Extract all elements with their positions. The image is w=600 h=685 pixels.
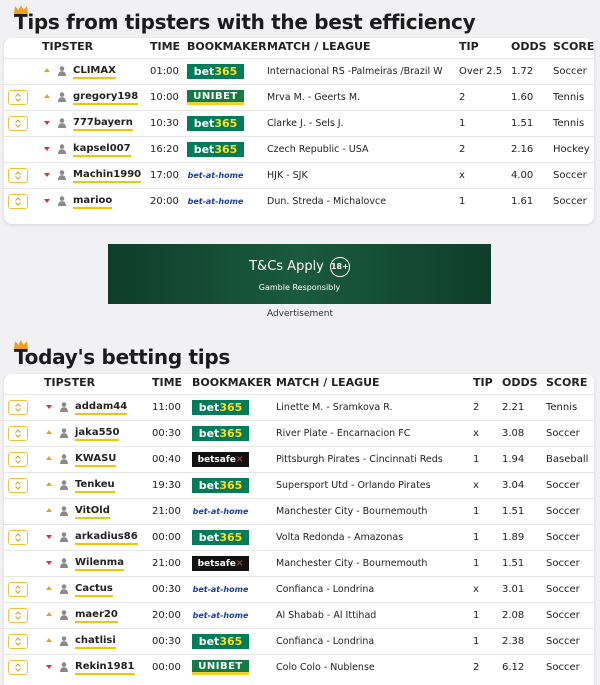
match-time: 20:00 — [152, 610, 181, 621]
sport-score: Soccer — [553, 170, 587, 181]
trend-down-icon — [44, 173, 50, 177]
match-time: 21:00 — [152, 506, 181, 517]
odds-value: 1.61 — [511, 196, 534, 207]
trend-up-icon — [46, 508, 52, 512]
sport-score: Soccer — [546, 428, 580, 439]
odds-value: 1.89 — [502, 532, 525, 543]
tip-value: 1 — [473, 636, 480, 647]
user-icon — [60, 610, 68, 620]
bookmaker-logo-bet-at-home[interactable]: bet-at-home — [192, 585, 249, 594]
match-league[interactable]: HJK - SJK — [267, 170, 308, 181]
user-icon — [60, 558, 68, 568]
tipster-name-link[interactable]: arkadius86 — [75, 531, 138, 545]
odds-value: 3.01 — [502, 584, 525, 595]
odds-value: 2.16 — [511, 144, 534, 155]
tip-value: 1 — [473, 532, 480, 543]
ad-subtext: Gamble Responsibly — [258, 282, 341, 292]
match-time: 00:00 — [152, 662, 181, 673]
trend-down-icon — [44, 121, 50, 125]
table-header — [4, 38, 594, 58]
match-league[interactable]: Confianca - Londrina — [276, 636, 375, 647]
sport-score: Tennis — [553, 118, 585, 129]
tipster-name-link[interactable]: gregory198 — [73, 91, 138, 105]
expand-toggle-icon[interactable] — [8, 90, 28, 105]
table-row[interactable] — [4, 602, 594, 628]
sport-score: Soccer — [546, 636, 580, 647]
expand-toggle-icon[interactable] — [8, 608, 28, 623]
column-header-time: TIME — [152, 376, 183, 389]
column-header-tip: TIP — [459, 40, 479, 53]
match-time: 00:00 — [152, 532, 181, 543]
odds-value: 1.72 — [511, 66, 534, 77]
trend-up-icon — [46, 456, 52, 460]
tip-value: 2 — [473, 662, 480, 673]
trend-down-icon — [46, 561, 52, 565]
advertisement-label: Advertisement — [266, 309, 334, 319]
tip-value: Over 2.5 — [459, 66, 503, 77]
match-time: 00:40 — [152, 454, 181, 465]
expand-toggle-icon[interactable] — [8, 400, 28, 415]
odds-value: 1.94 — [502, 454, 525, 465]
tip-value: x — [473, 584, 479, 595]
match-time: 01:00 — [150, 66, 179, 77]
match-league[interactable]: Manchester City - Bournemouth — [276, 558, 428, 569]
bookmaker-logo-bet365[interactable]: bet 365 — [192, 478, 249, 493]
expand-toggle-icon[interactable] — [8, 426, 28, 441]
column-header-match: MATCH / LEAGUE — [276, 376, 380, 389]
trend-up-icon — [46, 638, 52, 642]
match-time: 10:30 — [150, 118, 179, 129]
column-header-time: TIME — [150, 40, 181, 53]
bookmaker-logo-bet365[interactable]: bet 365 — [187, 64, 244, 79]
tip-value: 2 — [473, 402, 480, 413]
match-league[interactable]: Pittsburgh Pirates - Cincinnati Reds — [276, 454, 443, 465]
table-row[interactable] — [4, 550, 594, 576]
column-header-tip: TIP — [473, 376, 493, 389]
tipster-name-link[interactable]: VitOld — [75, 505, 110, 519]
tip-value: x — [473, 480, 479, 491]
match-league[interactable]: Internacional RS -Palmeiras /Brazil W — [267, 66, 443, 77]
match-league[interactable]: Linette M. - Sramkova R. — [276, 402, 393, 413]
tipster-name-link[interactable]: marioo — [73, 195, 112, 209]
expand-toggle-icon[interactable] — [8, 168, 28, 183]
table-row[interactable] — [4, 136, 594, 162]
tipster-name-link[interactable]: KWASU — [75, 453, 116, 467]
user-icon — [58, 92, 66, 102]
sport-score: Soccer — [546, 558, 580, 569]
trend-up-icon — [46, 430, 52, 434]
expand-toggle-icon[interactable] — [8, 634, 28, 649]
sport-score: Soccer — [546, 610, 580, 621]
match-time: 00:30 — [152, 428, 181, 439]
odds-value: 3.08 — [502, 428, 525, 439]
tipster-name-link[interactable]: Machin1990 — [73, 169, 141, 183]
bookmaker-logo-bet365[interactable]: bet 365 — [192, 634, 249, 649]
tip-value: 1 — [473, 610, 480, 621]
user-icon — [58, 66, 66, 76]
match-league[interactable]: Czech Republic - USA — [267, 144, 369, 155]
sport-score: Soccer — [553, 196, 587, 207]
match-time: 21:00 — [152, 558, 181, 569]
match-league[interactable]: Dun. Streda - Michalovce — [267, 196, 387, 207]
bookmaker-logo-betsafe[interactable]: betsafe ✕ — [192, 556, 249, 571]
odds-value: 2.38 — [502, 636, 525, 647]
match-time: 19:30 — [152, 480, 181, 491]
bookmaker-logo-bet365[interactable]: bet 365 — [187, 142, 244, 157]
bookmaker-logo-bet-at-home[interactable]: bet-at-home — [187, 171, 244, 180]
sport-score: Baseball — [546, 454, 589, 465]
user-icon — [58, 196, 66, 206]
bookmaker-logo-bet365[interactable]: bet 365 — [192, 530, 249, 545]
trend-up-icon — [46, 586, 52, 590]
match-league[interactable]: Confianca - Londrina — [276, 584, 375, 595]
todays-tips-table — [4, 374, 594, 685]
match-league[interactable]: Mrva M. - Geerts M. — [267, 92, 361, 103]
advertisement-banner[interactable] — [108, 244, 491, 304]
section-title-todays-tips: Today's betting tips — [14, 345, 230, 369]
user-icon — [58, 170, 66, 180]
sport-score: Tennis — [546, 402, 578, 413]
tip-value: x — [459, 170, 465, 181]
expand-toggle-icon[interactable] — [8, 660, 28, 675]
odds-value: 2.08 — [502, 610, 525, 621]
match-time: 00:30 — [152, 584, 181, 595]
odds-value: 6.12 — [502, 662, 525, 673]
table-row[interactable] — [4, 628, 594, 654]
trend-up-icon — [44, 68, 50, 72]
odds-value: 1.60 — [511, 92, 534, 103]
section-title-best-efficiency: Tips from tipsters with the best efficiency — [14, 10, 476, 34]
tip-value: x — [473, 428, 479, 439]
match-time: 11:00 — [152, 402, 181, 413]
odds-value: 1.51 — [502, 558, 525, 569]
expand-toggle-icon[interactable] — [8, 582, 28, 597]
bookmaker-logo-bet-at-home[interactable]: bet-at-home — [192, 611, 249, 620]
column-header-bookmaker: BOOKMAKER — [187, 40, 267, 53]
tipster-name-link[interactable]: 777bayern — [73, 117, 133, 131]
best-efficiency-table — [4, 38, 594, 224]
trend-down-icon — [44, 147, 50, 151]
sport-score: Soccer — [553, 66, 587, 77]
column-header-tipster: TIPSTER — [44, 376, 96, 389]
sport-score: Tennis — [553, 92, 585, 103]
user-icon — [60, 506, 68, 516]
age-restriction-badge: 18+ — [330, 257, 350, 277]
user-icon — [58, 144, 66, 154]
tipster-name-link[interactable]: jaka550 — [75, 427, 119, 441]
expand-toggle-icon[interactable] — [8, 478, 28, 493]
user-icon — [60, 480, 68, 490]
tip-value: 1 — [459, 118, 466, 129]
column-header-odds: ODDS — [511, 40, 547, 53]
column-header-score: SCORE — [546, 376, 588, 389]
trend-down-icon — [44, 199, 50, 203]
match-time: 20:00 — [150, 196, 179, 207]
table-row[interactable] — [4, 84, 594, 110]
user-icon — [60, 454, 68, 464]
tipster-name-link[interactable]: maer20 — [75, 609, 118, 623]
trend-down-icon — [46, 405, 52, 409]
sport-score: Soccer — [546, 506, 580, 517]
match-league[interactable]: Volta Redonda - Amazonas — [276, 532, 404, 543]
match-time: 10:00 — [150, 92, 179, 103]
bookmaker-logo-betsafe[interactable]: betsafe ✕ — [192, 452, 249, 467]
table-row[interactable] — [4, 394, 594, 420]
tip-value: 2 — [459, 144, 466, 155]
table-row[interactable] — [4, 162, 594, 188]
match-league[interactable]: River Plate - Encarnacion FC — [276, 428, 411, 439]
expand-toggle-icon[interactable] — [8, 116, 28, 131]
column-header-bookmaker: BOOKMAKER — [192, 376, 272, 389]
column-header-odds: ODDS — [502, 376, 538, 389]
table-row[interactable] — [4, 498, 594, 524]
tipster-name-link[interactable]: Cactus — [75, 583, 113, 597]
table-row[interactable] — [4, 654, 594, 680]
tipster-name-link[interactable]: Tenkeu — [75, 479, 115, 493]
match-time: 16:20 — [150, 144, 179, 155]
tipster-name-link[interactable]: chatlisi — [75, 635, 116, 649]
table-row[interactable] — [4, 110, 594, 136]
column-header-score: SCORE — [553, 40, 594, 53]
sport-score: Soccer — [546, 532, 580, 543]
match-league[interactable]: Al Shabab - Al Ittihad — [276, 610, 377, 621]
bookmaker-logo-bet365[interactable]: bet 365 — [187, 116, 244, 131]
tipster-name-link[interactable]: kapsel007 — [73, 143, 131, 157]
table-row[interactable] — [4, 420, 594, 446]
user-icon — [60, 636, 68, 646]
trend-up-icon — [46, 612, 52, 616]
table-row[interactable] — [4, 188, 594, 214]
expand-toggle-icon[interactable] — [8, 452, 28, 467]
user-icon — [60, 662, 68, 672]
trend-down-icon — [46, 535, 52, 539]
bookmaker-logo-bet-at-home[interactable]: bet-at-home — [192, 507, 249, 516]
bookmaker-logo-bet-at-home[interactable]: bet-at-home — [187, 197, 244, 206]
odds-value: 1.51 — [502, 506, 525, 517]
table-row[interactable] — [4, 472, 594, 498]
table-header — [4, 374, 594, 394]
match-league[interactable]: Clarke J. - Sels J. — [267, 118, 344, 129]
expand-toggle-icon[interactable] — [8, 530, 28, 545]
user-icon — [60, 584, 68, 594]
sport-score: Hockey — [553, 144, 590, 155]
table-row[interactable] — [4, 446, 594, 472]
match-league[interactable]: Manchester City - Bournemouth — [276, 506, 428, 517]
expand-toggle-icon[interactable] — [8, 194, 28, 209]
tipster-name-link[interactable]: Wilenma — [75, 557, 124, 571]
match-league[interactable]: Supersport Utd - Orlando Pirates — [276, 480, 431, 491]
table-row[interactable] — [4, 58, 594, 84]
sport-score: Soccer — [546, 480, 580, 491]
odds-value: 4.00 — [511, 170, 534, 181]
trend-down-icon — [46, 665, 52, 669]
odds-value: 2.21 — [502, 402, 525, 413]
trend-up-icon — [46, 482, 52, 486]
user-icon — [60, 532, 68, 542]
match-league[interactable]: Colo Colo - Nublense — [276, 662, 375, 673]
tip-value: 1 — [473, 454, 480, 465]
sport-score: Soccer — [546, 662, 580, 673]
ad-cta: T&Cs Apply — [249, 259, 324, 274]
column-header-tipster: TIPSTER — [42, 40, 94, 53]
user-icon — [58, 118, 66, 128]
user-icon — [60, 402, 68, 412]
user-icon — [60, 428, 68, 438]
tip-value: 2 — [459, 92, 466, 103]
tip-value: 1 — [473, 558, 480, 569]
tipster-name-link[interactable]: addam44 — [75, 401, 127, 415]
odds-value: 1.51 — [511, 118, 534, 129]
bookmaker-logo-bet365[interactable]: bet 365 — [192, 400, 249, 415]
column-header-match: MATCH / LEAGUE — [267, 40, 371, 53]
bookmaker-logo-unibet[interactable]: UNIBET — [187, 90, 244, 105]
table-row[interactable] — [4, 524, 594, 550]
table-row[interactable] — [4, 576, 594, 602]
sport-score: Soccer — [546, 584, 580, 595]
bookmaker-logo-bet365[interactable]: bet 365 — [192, 426, 249, 441]
trend-up-icon — [44, 94, 50, 98]
bookmaker-logo-unibet[interactable]: UNIBET — [192, 660, 249, 675]
tipster-name-link[interactable]: Rekin1981 — [75, 661, 135, 675]
tip-value: 1 — [473, 506, 480, 517]
odds-value: 3.04 — [502, 480, 525, 491]
match-time: 00:30 — [152, 636, 181, 647]
tip-value: 1 — [459, 196, 466, 207]
tipster-name-link[interactable]: CLIMAX — [73, 65, 116, 79]
match-time: 17:00 — [150, 170, 179, 181]
